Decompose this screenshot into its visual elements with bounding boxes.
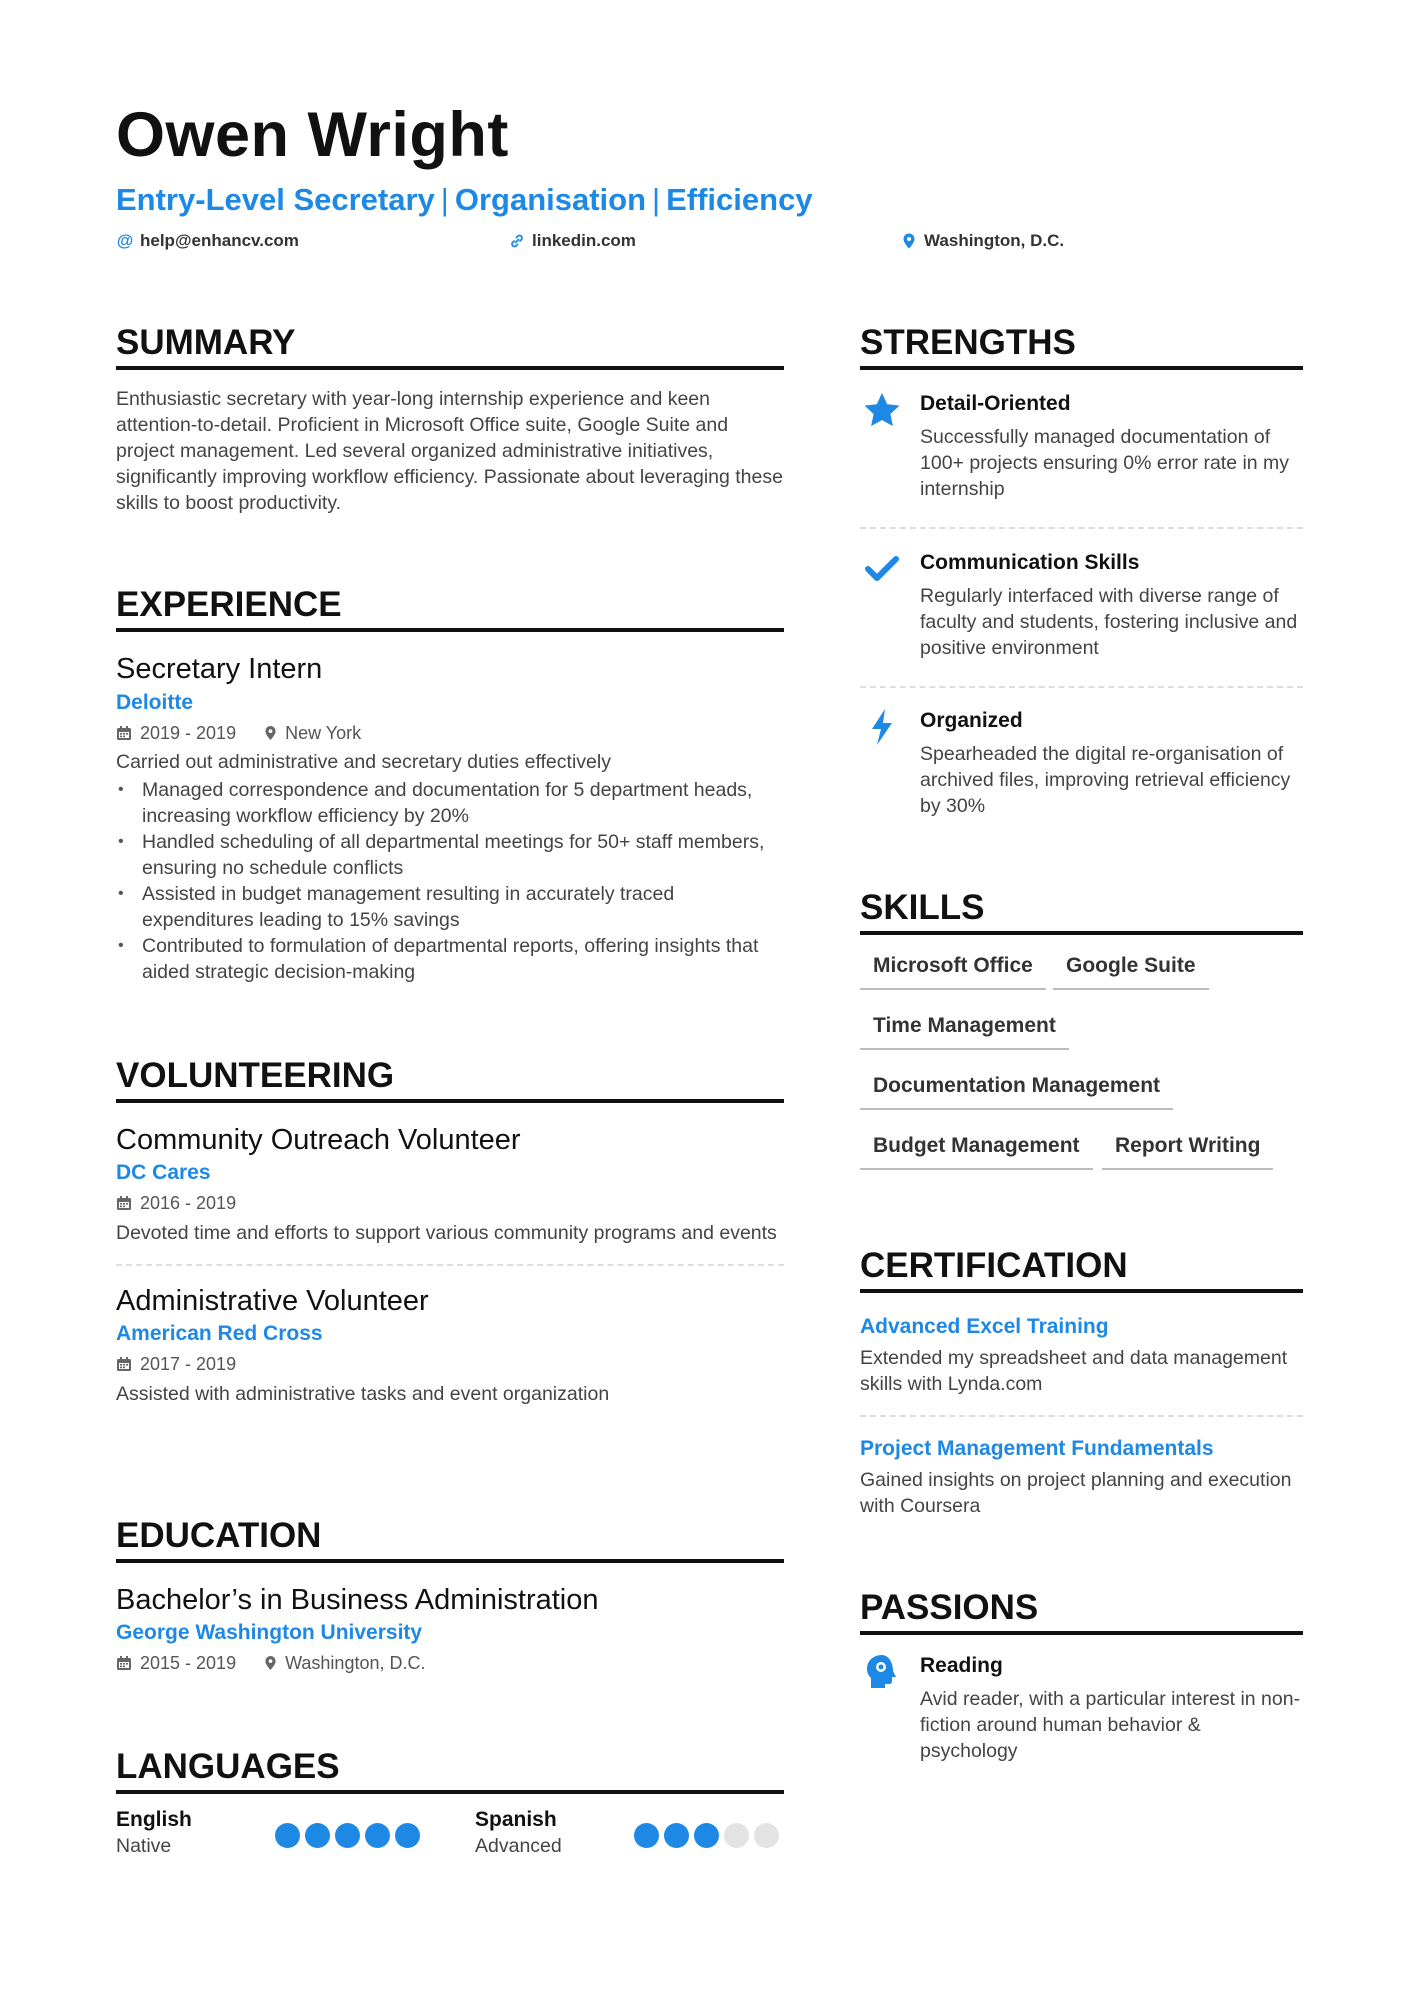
volunteering-section — [116, 1058, 784, 1407]
calendar-icon — [116, 1195, 132, 1211]
rating-dot-filled — [275, 1823, 300, 1848]
link-icon — [508, 231, 526, 251]
rating-dot-filled — [634, 1823, 659, 1848]
passions-section — [860, 1588, 1303, 1762]
strength-item — [860, 707, 1303, 827]
location-pin-icon — [900, 231, 918, 251]
bullet-item: • Assisted in budget management resulting in accurately traced expenditures leading to 15% savings — [116, 881, 784, 933]
experience-item — [116, 652, 784, 985]
strength-description: Successfully managed documentation of 100+ projects ensuring 0% error rate in my internship — [920, 426, 1290, 500]
strength-description: Regularly interfaced with diverse range of faculty and students, fostering inclusive and positive environment — [920, 585, 1298, 659]
language-level: Advanced — [475, 1835, 562, 1857]
skill-tag: Report Writing — [1102, 1132, 1273, 1170]
job-title: Secretary Intern — [116, 653, 323, 685]
volunteer-item — [116, 1123, 784, 1246]
section-title: SKILLS — [860, 890, 1303, 935]
certification-section — [860, 1248, 1303, 1519]
languages-section — [116, 1747, 784, 1857]
contact-linkedin[interactable] — [508, 231, 636, 251]
calendar-icon — [116, 1655, 132, 1671]
rating-dot-filled — [305, 1823, 330, 1848]
volunteer-role: Administrative Volunteer — [116, 1285, 429, 1317]
language-rating — [634, 1823, 784, 1848]
candidate-name: Owen Wright — [116, 100, 509, 170]
volunteer-meta — [116, 1351, 784, 1377]
volunteer-org[interactable]: American Red Cross — [116, 1322, 323, 1345]
location-pin-icon — [264, 725, 277, 741]
section-title: PASSIONS — [860, 1590, 1303, 1635]
calendar-icon — [116, 725, 132, 741]
headline — [116, 184, 813, 215]
language-level: Native — [116, 1835, 172, 1857]
contact-email[interactable] — [116, 231, 299, 251]
certification-item — [860, 1435, 1303, 1519]
passion-description: Avid reader, with a particular interest in non-fiction around human behavior & psychology — [920, 1688, 1301, 1762]
section-title: EXPERIENCE — [116, 587, 784, 632]
item-divider — [860, 686, 1303, 688]
volunteer-meta — [116, 1190, 784, 1216]
bullet-item: • Handled scheduling of all departmental meetings for 50+ staff members, ensuring no schedule conflicts — [116, 829, 784, 881]
experience-section — [116, 587, 784, 985]
volunteer-org[interactable]: DC Cares — [116, 1161, 211, 1184]
education-location — [264, 1650, 425, 1676]
email-text: help@enhancv.com — [140, 231, 299, 250]
certification-description: Extended my spreadsheet and data management skills with Lynda.com — [860, 1347, 1288, 1395]
degree: Bachelor’s in Business Administration — [116, 1584, 599, 1616]
volunteer-description: Devoted time and efforts to support various community programs and events — [116, 1222, 777, 1244]
skill-tag: Time Management — [860, 1012, 1069, 1050]
skill-tag: Microsoft Office — [860, 952, 1046, 990]
passion-name: Reading — [920, 1654, 1003, 1677]
strength-item — [860, 549, 1303, 669]
at-icon: @ — [116, 231, 134, 250]
school-name[interactable]: George Washington University — [116, 1621, 423, 1644]
language-rating — [275, 1823, 425, 1848]
volunteer-dates: 2017 - 2019 — [140, 1354, 237, 1374]
skill-tag: Documentation Management — [860, 1072, 1173, 1110]
strength-name: Communication Skills — [920, 551, 1140, 574]
language-name: English — [116, 1808, 192, 1831]
summary-text: Enthusiastic secretary with year-long internship experience and keen attention-to-detail. Proficient in Microsoft Office suite, Google Suite and project management. Led several organized administrative initiatives, significantly improving workflow efficiency. Passionate about leveraging these skills to boost productivity. — [116, 388, 783, 514]
head-brain-icon — [862, 1652, 902, 1692]
summary-section — [116, 325, 784, 516]
strength-description: Spearheaded the digital re-organisation of archived files, improving retrieval efficiency by 30% — [920, 743, 1291, 817]
rating-dot-filled — [395, 1823, 420, 1848]
job-description: Carried out administrative and secretary duties effectively — [116, 751, 611, 773]
item-divider — [860, 527, 1303, 529]
headline-part: Entry-Level Secretary — [116, 182, 435, 217]
education-dates: 2015 - 2019 — [140, 1653, 237, 1673]
volunteer-dates: 2016 - 2019 — [140, 1193, 237, 1213]
skills-section — [860, 888, 1303, 1157]
section-title: SUMMARY — [116, 325, 784, 370]
calendar-icon — [116, 1356, 132, 1372]
rating-dot-empty — [754, 1823, 779, 1848]
passion-item — [860, 1652, 1303, 1772]
rating-dot-filled — [664, 1823, 689, 1848]
bullet-item: • Contributed to formulation of departmental reports, offering insights that aided strategic decision-making — [116, 933, 784, 985]
section-title: CERTIFICATION — [860, 1248, 1303, 1293]
lightning-icon — [862, 707, 902, 747]
headline-separator: | — [652, 182, 661, 217]
item-divider — [860, 1415, 1303, 1417]
job-meta — [116, 720, 784, 746]
job-location-text: New York — [285, 723, 362, 743]
section-title: EDUCATION — [116, 1518, 784, 1563]
section-title: LANGUAGES — [116, 1749, 784, 1794]
education-meta — [116, 1650, 784, 1676]
job-dates: 2019 - 2019 — [140, 723, 237, 743]
education-section — [116, 1518, 784, 1676]
headline-part: Efficiency — [666, 182, 813, 217]
location-pin-icon — [264, 1655, 277, 1671]
language-name: Spanish — [475, 1808, 557, 1831]
item-divider — [116, 1264, 784, 1266]
certification-description: Gained insights on project planning and execution with Coursera — [860, 1469, 1292, 1517]
certification-item — [860, 1313, 1303, 1397]
skill-tag: Google Suite — [1053, 952, 1209, 990]
linkedin-text: linkedin.com — [532, 231, 636, 250]
rating-dot-filled — [365, 1823, 390, 1848]
checkmark-icon — [862, 549, 902, 589]
strength-name: Organized — [920, 709, 1023, 732]
strengths-section — [860, 323, 1303, 817]
language-item-english — [116, 1807, 192, 1859]
headline-separator: | — [440, 182, 449, 217]
location-text: Washington, D.C. — [924, 231, 1065, 250]
headline-part: Organisation — [454, 182, 647, 217]
education-item — [116, 1583, 784, 1676]
star-icon — [862, 390, 902, 430]
volunteer-description: Assisted with administrative tasks and event organization — [116, 1383, 610, 1405]
job-location — [264, 720, 361, 746]
section-title: VOLUNTEERING — [116, 1058, 784, 1103]
certification-name[interactable]: Project Management Fundamentals — [860, 1437, 1214, 1460]
volunteer-role: Community Outreach Volunteer — [116, 1124, 521, 1156]
rating-dot-empty — [724, 1823, 749, 1848]
strength-item — [860, 390, 1303, 510]
strength-name: Detail-Oriented — [920, 392, 1071, 415]
bullet-item: • Managed correspondence and documentation for 5 department heads, increasing workflow efficiency by 20% — [116, 777, 784, 829]
company-name[interactable]: Deloitte — [116, 691, 194, 714]
rating-dot-filled — [335, 1823, 360, 1848]
contact-location — [900, 231, 1064, 251]
certification-name[interactable]: Advanced Excel Training — [860, 1315, 1109, 1338]
job-bullets — [116, 777, 784, 985]
skill-tag: Budget Management — [860, 1132, 1093, 1170]
education-location-text: Washington, D.C. — [285, 1653, 426, 1673]
language-item-spanish — [475, 1807, 562, 1859]
volunteer-item — [116, 1284, 784, 1407]
rating-dot-filled — [694, 1823, 719, 1848]
section-title: STRENGTHS — [860, 325, 1303, 370]
